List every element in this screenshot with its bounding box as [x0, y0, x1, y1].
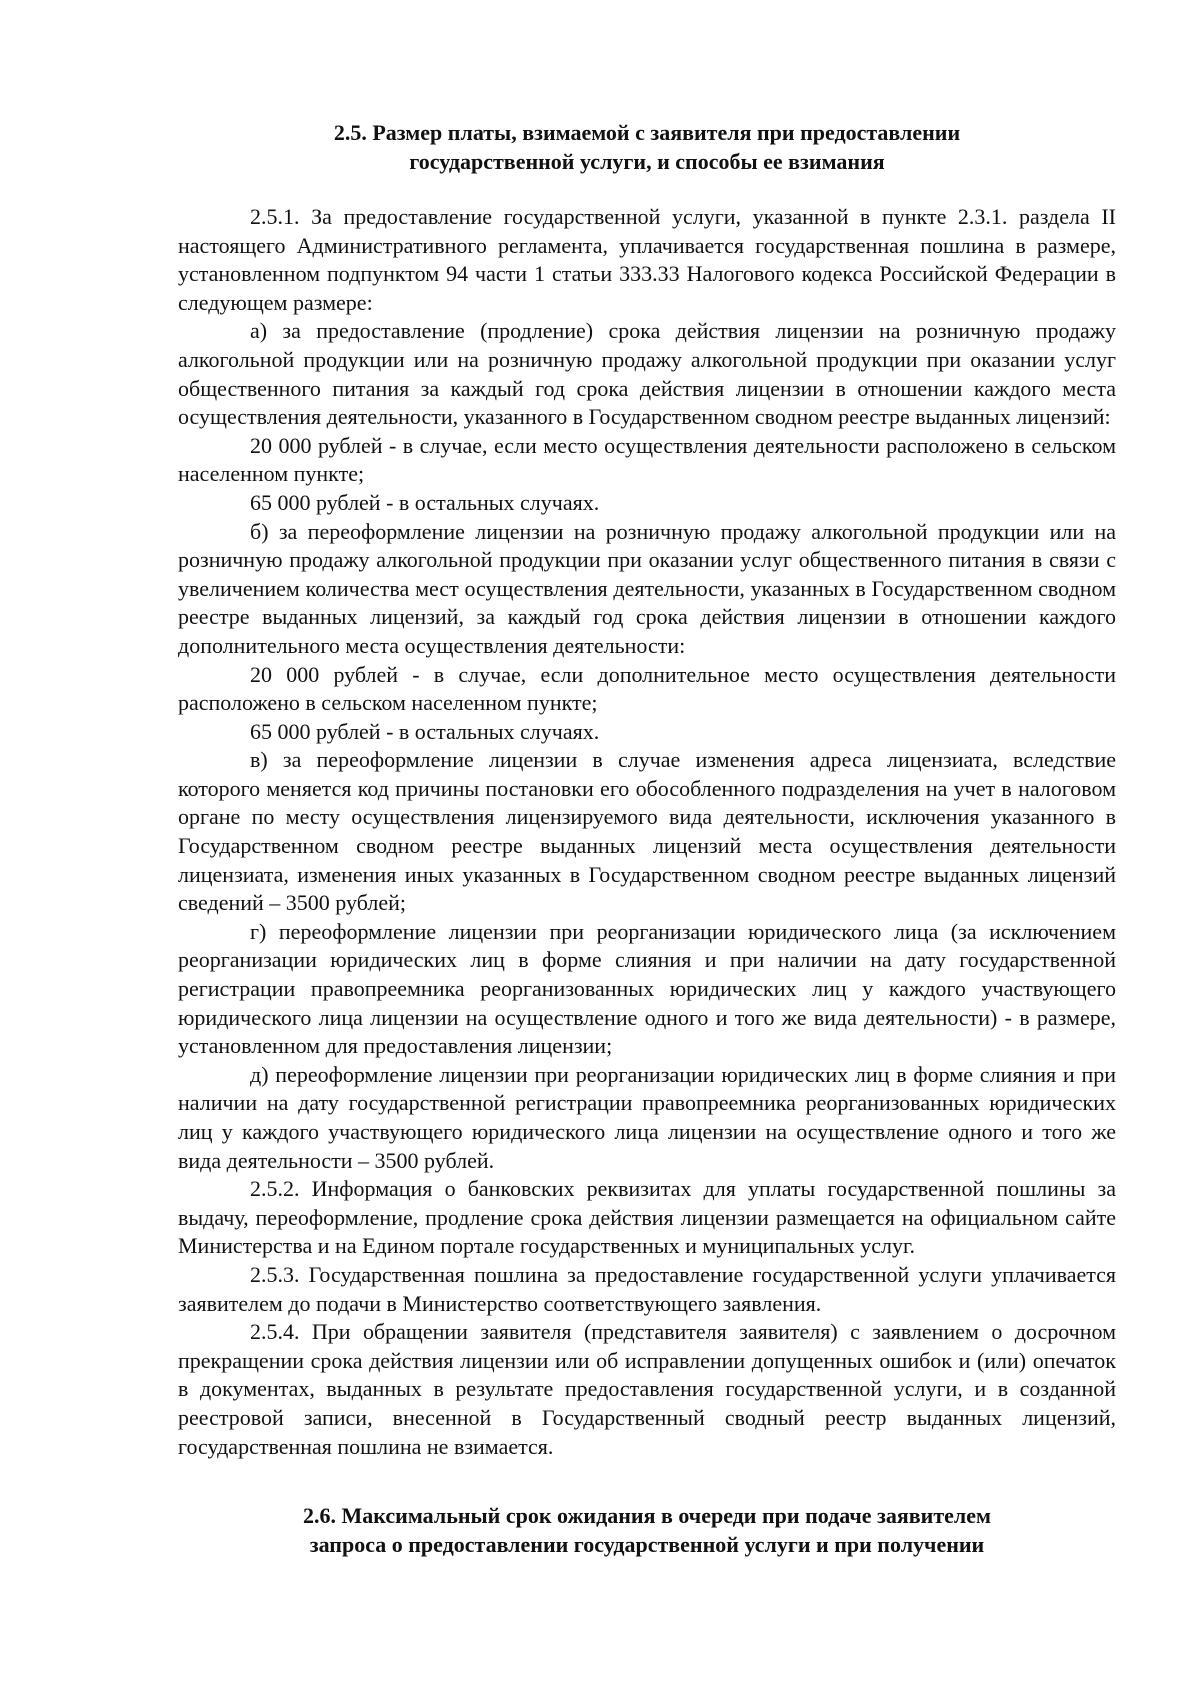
section-2-6-heading — [178, 1501, 1116, 1559]
paragraph-fee-rural-a: 20 000 рублей - в случае, если место осуществления деятельности расположено в сельском населенном пункте; — [178, 432, 1116, 487]
paragraph-fee-other-b: 65 000 рублей - в остальных случаях. — [250, 718, 600, 744]
paragraph-item-a: а) за предоставление (продление) срока действия лицензии на розничную продажу алкогольной продукции или на розничную продажу алкогольной продукции при оказании услуг общественного питания за каждый год срока действия лицензии в отношении каждого места осуществления деятельности, указанного в Государственном сводном реестре выданных лицензий: — [178, 318, 1116, 430]
section-2-5-body — [178, 203, 1116, 1461]
paragraph-item-b: б) за переоформление лицензии на розничную продажу алкогольной продукции или на розничную продажу алкогольной продукции при оказании услуг общественного питания в связи с увеличением количества мест осуществления деятельности, указанных в Государственном сводном реестре выданных лицензий, за каждый год срока действия лицензии в отношении каждого дополнительного места осуществления деятельности: — [178, 518, 1116, 658]
paragraph-fee-rural-b: 20 000 рублей - в случае, если дополнительное место осуществления деятельности расположено в сельском населенном пункте; — [178, 661, 1116, 716]
section-2-5-heading-line-2: государственной услуги, и способы ее взимания — [409, 149, 885, 174]
section-2-5-heading-line-1: 2.5. Размер платы, взимаемой с заявителя при предоставлении — [333, 120, 961, 145]
paragraph-2-5-1: 2.5.1. За предоставление государственной услуги, указанной в пункте 2.3.1. раздела II настоящего Административного регламента, уплачивается государственная пошлина в размере, установленном подпунктом 94 части 1 статьи 333.33 Налогового кодекса Российской Федерации в следующем размере: — [178, 204, 1116, 315]
paragraph-item-v: в) за переоформление лицензии в случае изменения адреса лицензиата, вследствие которого меняется код причины постановки его обособленного подразделения на учет в налоговом органе по месту осуществления лицензируемого вида деятельности, исключения указанного в Государственном сводном реестре выданных лицензий места осуществления деятельности лицензиата, изменения иных указанных в Государственном сводном реестре выданных лицензий сведений – 3500 рублей; — [178, 747, 1116, 916]
paragraph-2-5-3: 2.5.3. Государственная пошлина за предоставление государственной услуги уплачивается заявителем до подачи в Министерство соответствующего заявления. — [178, 1261, 1116, 1316]
section-2-5-heading — [178, 118, 1116, 176]
paragraph-item-g: г) переоформление лицензии при реорганизации юридического лица (за исключением реорганизации юридических лиц в форме слияния и при наличии на дату государственной регистрации правопреемника реорганизованных юридических лиц у каждого участвующего юридического лица лицензии на осуществление одного и того же вида деятельности) - в размере, установленном для предоставления лицензии; — [178, 918, 1116, 1059]
section-2-6-heading-line-2: запроса о предоставлении государственной услуги и при получении — [309, 1532, 985, 1558]
paragraph-item-d: д) переоформление лицензии при реорганизации юридических лиц в форме слияния и при наличии на дату государственной регистрации правопреемника реорганизованных юридических лиц у каждого участвующего юридического лица лицензии на осуществление одного и того же вида деятельности – 3500 рублей. — [178, 1061, 1116, 1173]
paragraph-2-5-4: 2.5.4. При обращении заявителя (представителя заявителя) с заявлением о досрочном прекращении срока действия лицензии или об исправлении допущенных ошибок и (или) опечаток в документах, выданных в результате предоставления государственной услуги, и в созданной реестровой записи, внесенной в Государственный сводный реестр выданных лицензий, государственная пошлина не взимается. — [178, 1319, 1116, 1459]
paragraph-fee-other-a: 65 000 рублей - в остальных случаях. — [250, 489, 600, 515]
section-2-6-heading-line-1: 2.6. Максимальный срок ожидания в очереди при подаче заявителем — [302, 1503, 991, 1529]
paragraph-2-5-2: 2.5.2. Информация о банковских реквизитах для уплаты государственной пошлины за выдачу, переоформление, продление срока действия лицензии размещается на официальном сайте Министерства и на Едином портале государственных и муниципальных услуг. — [178, 1176, 1116, 1259]
